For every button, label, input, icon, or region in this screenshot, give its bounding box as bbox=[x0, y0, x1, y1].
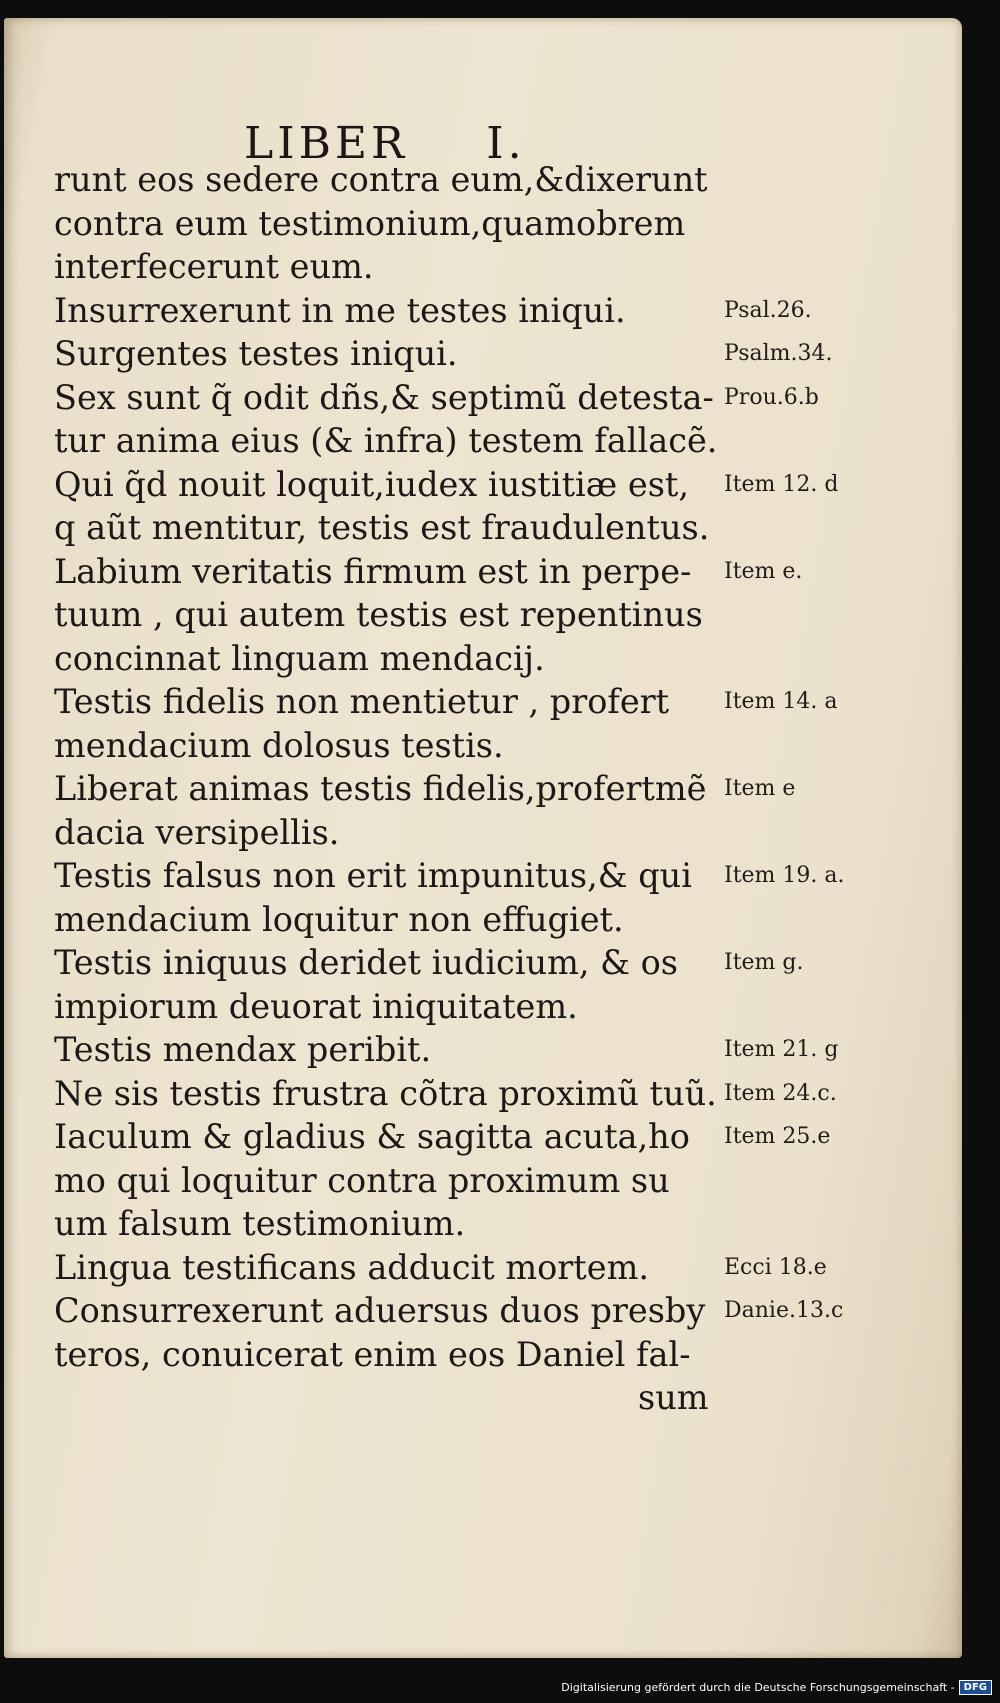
text-line bbox=[54, 202, 914, 246]
line-text: Insurrexerunt in me testes iniqui. bbox=[54, 290, 626, 330]
text-line bbox=[54, 898, 914, 942]
text-line bbox=[54, 550, 914, 594]
line-text: teros, conuicerat enim eos Daniel fal- bbox=[54, 1334, 691, 1374]
running-head-liber: LIBER bbox=[244, 118, 409, 169]
book-page bbox=[4, 18, 962, 1658]
digitization-credit bbox=[561, 1680, 992, 1695]
text-line bbox=[54, 811, 914, 855]
marginal-note: Item 24.c. bbox=[724, 1080, 837, 1106]
text-block bbox=[54, 158, 914, 1420]
line-text: Testis iniquus deridet iudicium, & os bbox=[54, 943, 678, 982]
line-text: interfecerunt eum. bbox=[54, 247, 374, 286]
text-line bbox=[54, 1333, 914, 1377]
running-head-number: I. bbox=[486, 118, 526, 169]
text-line bbox=[54, 637, 914, 681]
line-text: Lingua testificans adducit mortem. bbox=[54, 1247, 650, 1287]
marginal-note: Psalm.34. bbox=[724, 341, 833, 366]
line-text: mendacium dolosus testis. bbox=[54, 725, 504, 765]
catchword-line bbox=[54, 1376, 914, 1420]
text-line bbox=[54, 1072, 914, 1116]
line-text: dacia versipellis. bbox=[54, 812, 340, 852]
line-text: runt eos sedere contra eum,&dixerunt bbox=[54, 160, 708, 199]
text-line bbox=[54, 419, 914, 463]
marginal-note: Item e bbox=[724, 776, 796, 801]
text-line bbox=[54, 724, 914, 768]
text-line bbox=[54, 245, 914, 289]
text-line bbox=[54, 332, 914, 376]
marginal-note: Item 19. a. bbox=[724, 863, 845, 888]
line-text: Surgentes testes iniqui. bbox=[54, 334, 458, 373]
line-text: Iaculum & gladius & sagitta acuta,ho bbox=[54, 1117, 690, 1156]
line-text: tur anima eius (& infra) testem fallacẽ. bbox=[54, 421, 718, 460]
line-text: concinnat linguam mendacij. bbox=[54, 638, 545, 678]
text-line bbox=[54, 941, 914, 985]
text-line bbox=[54, 1028, 914, 1072]
text-line bbox=[54, 985, 914, 1029]
credit-text: Digitalisierung gefördert durch die Deutsche Forschungsgemeinschaft - bbox=[561, 1681, 955, 1694]
marginal-note: Item 12. d bbox=[724, 471, 839, 497]
text-line bbox=[54, 158, 914, 202]
catchword: sum bbox=[638, 1378, 709, 1417]
text-line bbox=[54, 767, 914, 811]
line-text: mo qui loquitur contra proximum su bbox=[54, 1160, 670, 1200]
line-text: Ne sis testis frustra cõtra proximũ tuũ. bbox=[54, 1073, 717, 1113]
line-text: tuum , qui autem testis est repentinus bbox=[54, 595, 703, 634]
text-line bbox=[54, 463, 914, 507]
line-text: Testis mendax peribit. bbox=[54, 1030, 432, 1069]
marginal-note: Item 25.e bbox=[724, 1124, 831, 1149]
line-text: impiorum deuorat iniquitatem. bbox=[54, 986, 578, 1026]
line-text: Labium veritatis firmum est in perpe- bbox=[54, 551, 692, 591]
line-text: mendacium loquitur non effugiet. bbox=[54, 899, 624, 939]
text-line bbox=[54, 593, 914, 637]
line-text: Liberat animas testis fidelis,profertmẽ bbox=[54, 769, 707, 808]
marginal-note: Item 21. g bbox=[724, 1037, 839, 1062]
marginal-note: Item g. bbox=[724, 950, 804, 975]
marginal-note: Prou.6.b bbox=[724, 384, 819, 410]
line-text: Testis fidelis non mentietur , profert bbox=[54, 682, 670, 721]
line-text: q aũt mentitur, testis est fraudulentus. bbox=[54, 508, 710, 547]
marginal-note: Psal.26. bbox=[724, 297, 812, 323]
text-line bbox=[54, 376, 914, 420]
text-line bbox=[54, 680, 914, 724]
text-line bbox=[54, 1202, 914, 1246]
line-text: Testis falsus non erit impunitus,& qui bbox=[54, 856, 692, 895]
text-line bbox=[54, 506, 914, 550]
marginal-note: Item 14. a bbox=[724, 689, 838, 714]
line-text: contra eum testimonium,quamobrem bbox=[54, 203, 686, 243]
text-line bbox=[54, 854, 914, 898]
line-text: Consurrexerunt aduersus duos presby bbox=[54, 1291, 706, 1330]
line-text: Sex sunt q̃ odit dñs,& septimũ detesta- bbox=[54, 377, 714, 417]
text-line bbox=[54, 1115, 914, 1159]
text-line bbox=[54, 289, 914, 333]
line-text: Qui q̃d nouit loquit,iudex iustitiæ est, bbox=[54, 464, 690, 504]
marginal-note: Danie.13.c bbox=[724, 1298, 844, 1323]
dfg-logo: DFG bbox=[959, 1680, 992, 1695]
text-line bbox=[54, 1246, 914, 1290]
line-text: um falsum testimonium. bbox=[54, 1204, 466, 1243]
marginal-note: Ecci 18.e bbox=[724, 1254, 827, 1280]
marginal-note: Item e. bbox=[724, 558, 803, 584]
text-line bbox=[54, 1289, 914, 1333]
text-line bbox=[54, 1159, 914, 1203]
